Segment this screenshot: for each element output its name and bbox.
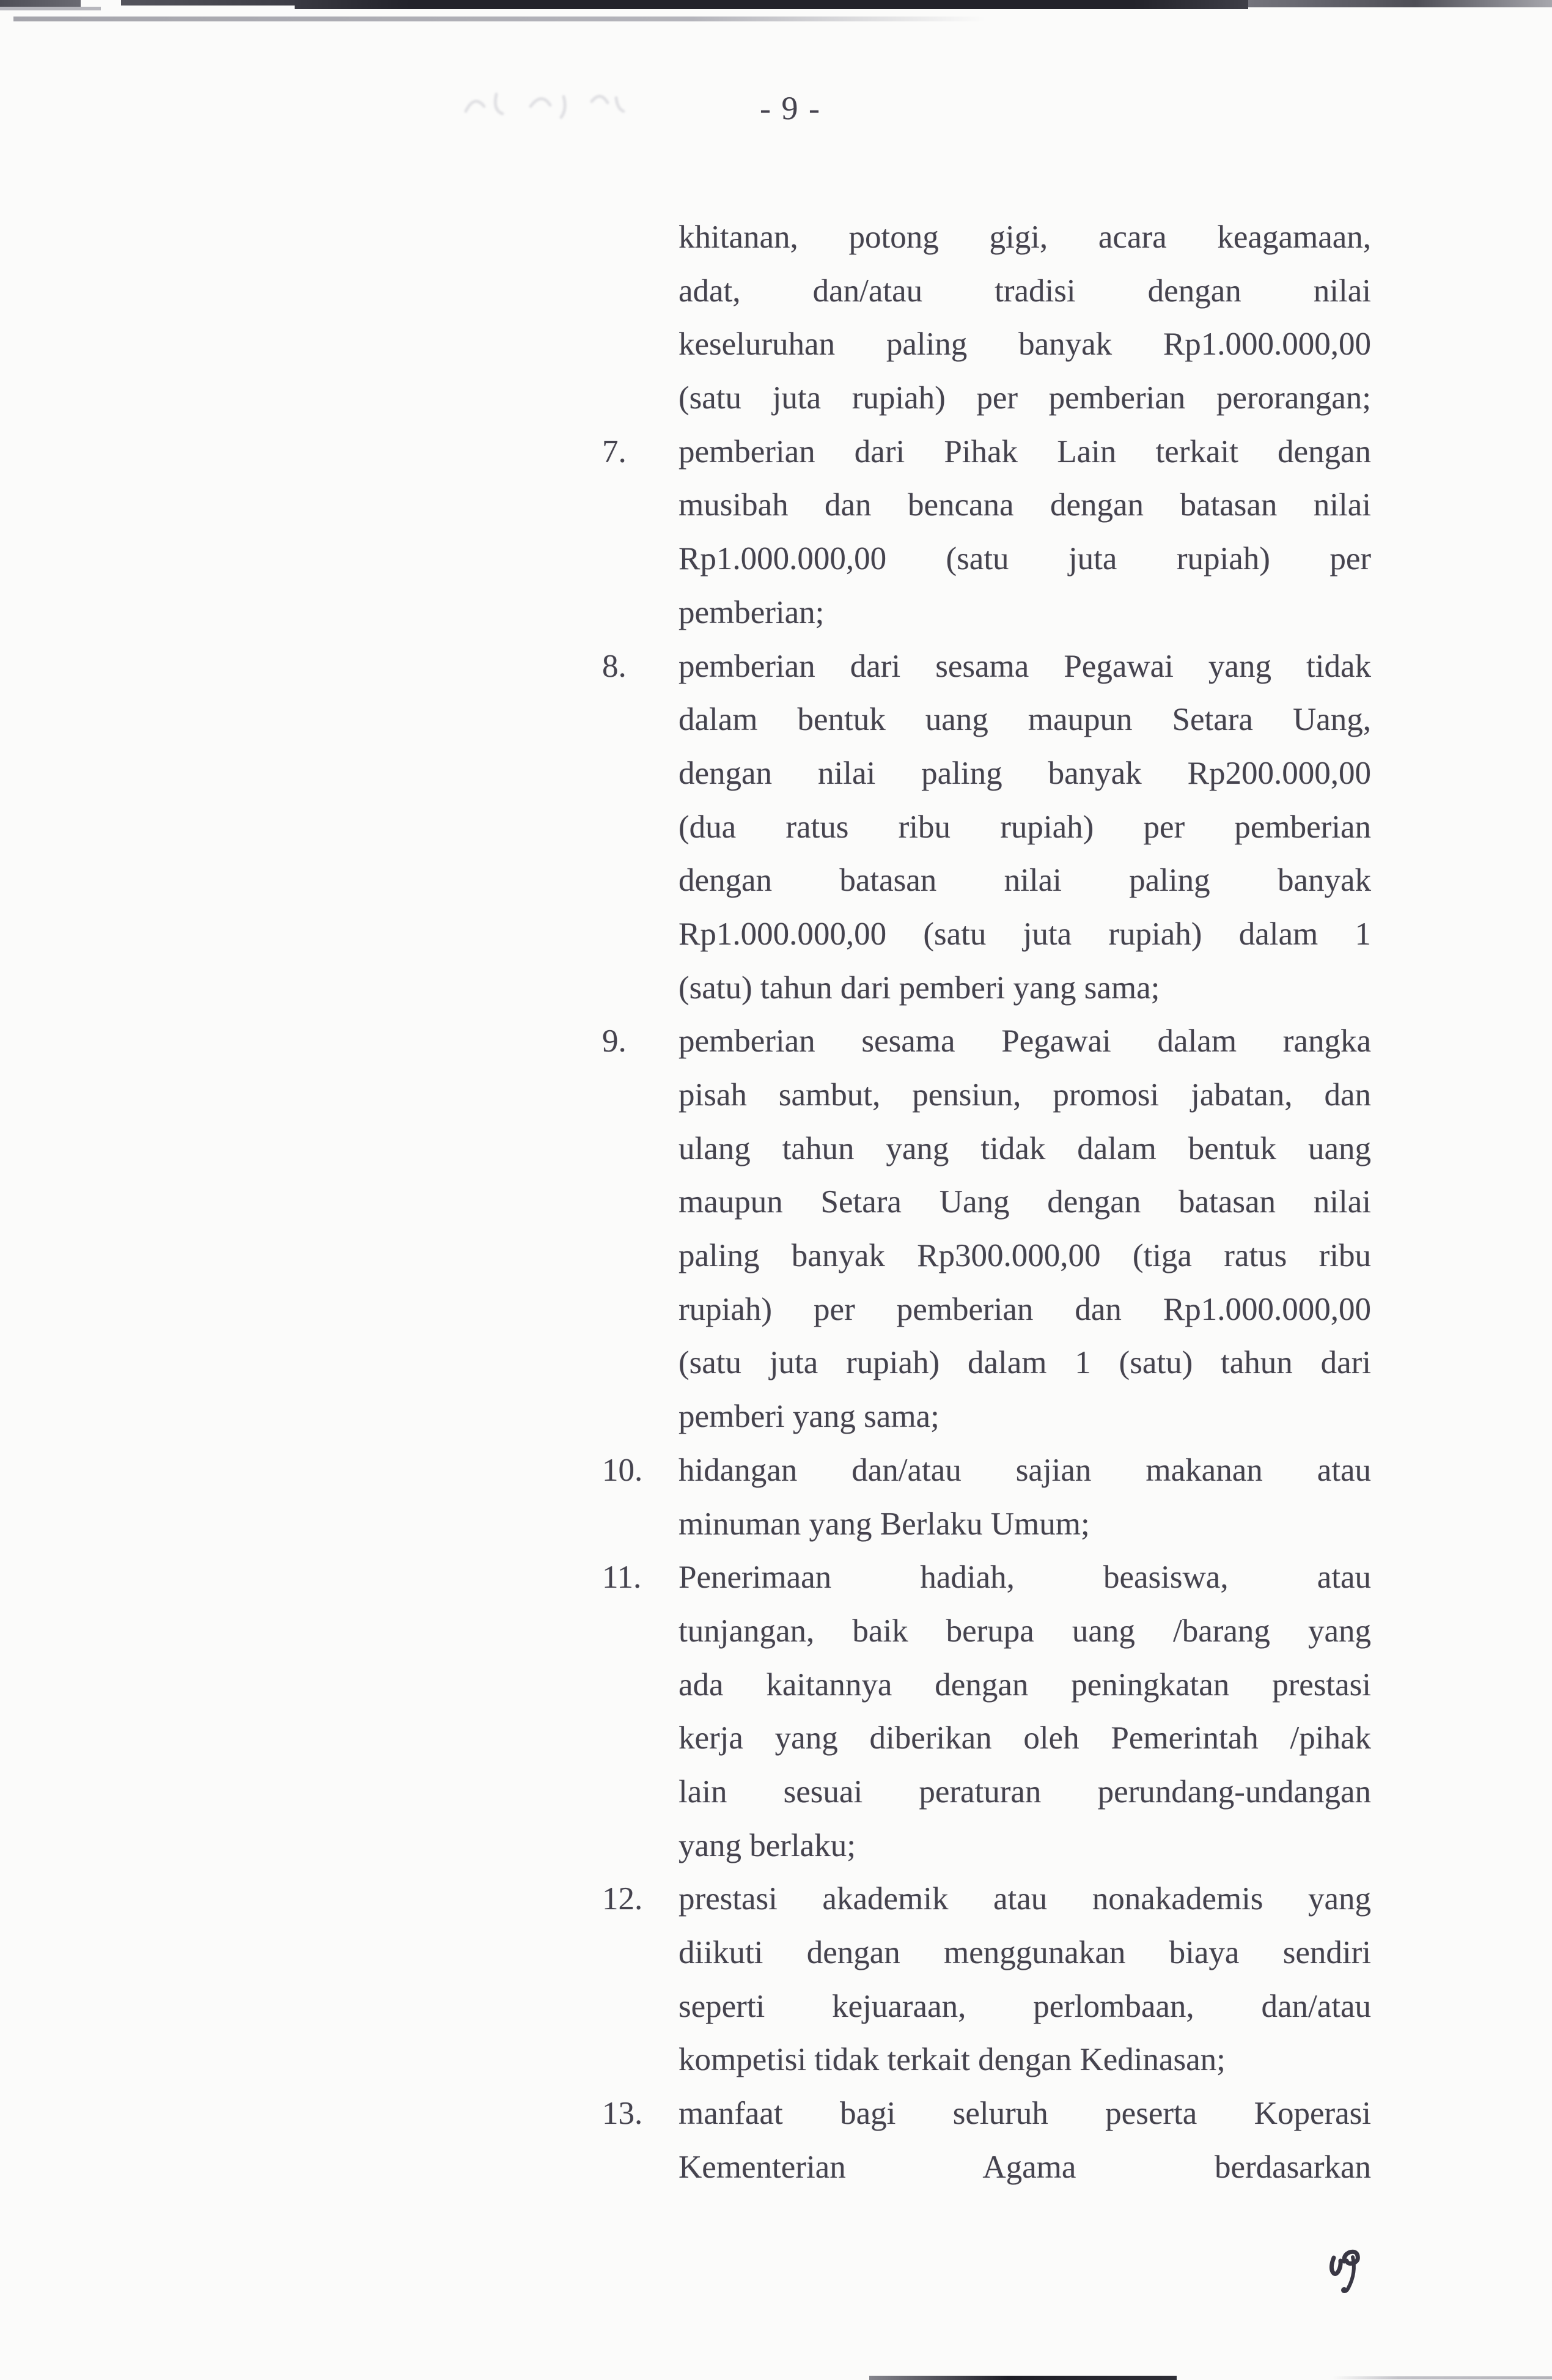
scan-artifact-top-strip bbox=[121, 0, 295, 6]
text-line: Rp1.000.000,00 (satu juta rupiah) per bbox=[679, 541, 1371, 577]
text-line: tunjangan, baik berupa uang /barang yang bbox=[679, 1613, 1371, 1649]
text-line: seperti kejuaraan, perlombaan, dan/atau bbox=[679, 1988, 1371, 2024]
text-line: khitanan, potong gigi, acara keagamaan, bbox=[679, 219, 1371, 255]
text-line: lain sesuai peraturan perundang-undangan bbox=[679, 1774, 1371, 1810]
list-item bbox=[602, 1015, 1371, 1444]
list-item-text bbox=[679, 1551, 1371, 1873]
text-line: kerja yang diberikan oleh Pemerintah /pihak bbox=[679, 1720, 1371, 1756]
text-line: Kementerian Agama berdasarkan bbox=[679, 2149, 1371, 2185]
ghost-handwriting-marks bbox=[458, 79, 648, 128]
list-item bbox=[602, 426, 1371, 640]
text-line: maupun Setara Uang dengan batasan nilai bbox=[679, 1184, 1371, 1220]
text-line: kompetisi tidak terkait dengan Kedinasan; bbox=[679, 2042, 1226, 2078]
text-line: prestasi akademik atau nonakademis yang bbox=[679, 1881, 1371, 1917]
list-item-number: 9. bbox=[602, 1023, 627, 1059]
scan-artifact-bottom-strip bbox=[869, 2376, 1177, 2380]
list-item-text bbox=[679, 2087, 1371, 2194]
text-line: dengan batasan nilai paling banyak bbox=[679, 863, 1371, 899]
list-item bbox=[602, 1551, 1371, 1873]
text-line: yang berlaku; bbox=[679, 1827, 856, 1863]
scan-artifact-top-strip bbox=[0, 0, 81, 7]
text-line: musibah dan bencana dengan batasan nilai bbox=[679, 487, 1371, 523]
scan-artifact-top-strip bbox=[295, 0, 1248, 9]
text-line: pemberian dari Pihak Lain terkait dengan bbox=[679, 433, 1371, 470]
scan-artifact-top-strip bbox=[0, 7, 101, 10]
text-line: minuman yang Berlaku Umum; bbox=[679, 1506, 1090, 1542]
text-line: pemberian sesama Pegawai dalam rangka bbox=[679, 1023, 1371, 1059]
list-item-text bbox=[679, 1873, 1371, 2087]
list-item-text bbox=[679, 426, 1371, 640]
list-item-text bbox=[679, 1444, 1371, 1551]
text-line: hidangan dan/atau sajian makanan atau bbox=[679, 1452, 1371, 1488]
text-line: adat, dan/atau tradisi dengan nilai bbox=[679, 273, 1371, 309]
text-line: paling banyak Rp300.000,00 (tiga ratus ribu bbox=[679, 1238, 1371, 1274]
list-item-number: 11. bbox=[602, 1560, 642, 1596]
list-item-text bbox=[679, 640, 1371, 1015]
page-number: - 9 - bbox=[760, 90, 821, 127]
list-item-text bbox=[679, 211, 1371, 426]
list-item bbox=[602, 211, 1371, 426]
text-line: pisah sambut, pensiun, promosi jabatan, dan bbox=[679, 1077, 1371, 1113]
text-line: (satu) tahun dari pemberi yang sama; bbox=[679, 970, 1160, 1006]
text-line: diikuti dengan menggunakan biaya sendiri bbox=[679, 1935, 1371, 1970]
list-item-number: 7. bbox=[602, 433, 627, 470]
list-item-text bbox=[679, 1015, 1371, 1444]
text-line: ulang tahun yang tidak dalam bentuk uang bbox=[679, 1130, 1371, 1166]
text-line: pemberi yang sama; bbox=[679, 1399, 940, 1435]
text-line: (satu juta rupiah) per pemberian perorangan; bbox=[679, 380, 1371, 416]
list-item bbox=[602, 1444, 1371, 1551]
text-line: dalam bentuk uang maupun Setara Uang, bbox=[679, 702, 1371, 738]
text-line: pemberian; bbox=[679, 594, 825, 630]
scan-artifact-bottom-line bbox=[1333, 2376, 1552, 2379]
text-line: (satu juta rupiah) dalam 1 (satu) tahun dari bbox=[679, 1345, 1371, 1381]
text-line: rupiah) per pemberian dan Rp1.000.000,00 bbox=[679, 1291, 1371, 1327]
scan-artifact-top-line bbox=[13, 17, 985, 21]
list-item-number: 8. bbox=[602, 648, 627, 684]
text-line: pemberian dari sesama Pegawai yang tidak bbox=[679, 648, 1371, 684]
text-line: (dua ratus ribu rupiah) per pemberian bbox=[679, 809, 1371, 845]
scan-artifact-top-strip bbox=[1248, 0, 1552, 7]
list-item-number: 12. bbox=[602, 1881, 643, 1917]
list-item-number: 10. bbox=[602, 1452, 643, 1488]
list-item bbox=[602, 1873, 1371, 2087]
list-item bbox=[602, 640, 1371, 1015]
handwritten-initial bbox=[1325, 2245, 1368, 2306]
text-line: Rp1.000.000,00 (satu juta rupiah) dalam 1 bbox=[679, 916, 1371, 952]
list-body bbox=[602, 211, 1371, 2194]
text-line: Penerimaan hadiah, beasiswa, atau bbox=[679, 1560, 1371, 1596]
list-item-number bbox=[602, 211, 679, 265]
text-line: manfaat bagi seluruh peserta Koperasi bbox=[679, 2096, 1371, 2132]
list-item bbox=[602, 2087, 1371, 2194]
list-item-number: 13. bbox=[602, 2096, 643, 2132]
text-line: ada kaitannya dengan peningkatan prestasi bbox=[679, 1667, 1371, 1703]
text-line: keseluruhan paling banyak Rp1.000.000,00 bbox=[679, 326, 1371, 363]
text-line: dengan nilai paling banyak Rp200.000,00 bbox=[679, 755, 1371, 791]
